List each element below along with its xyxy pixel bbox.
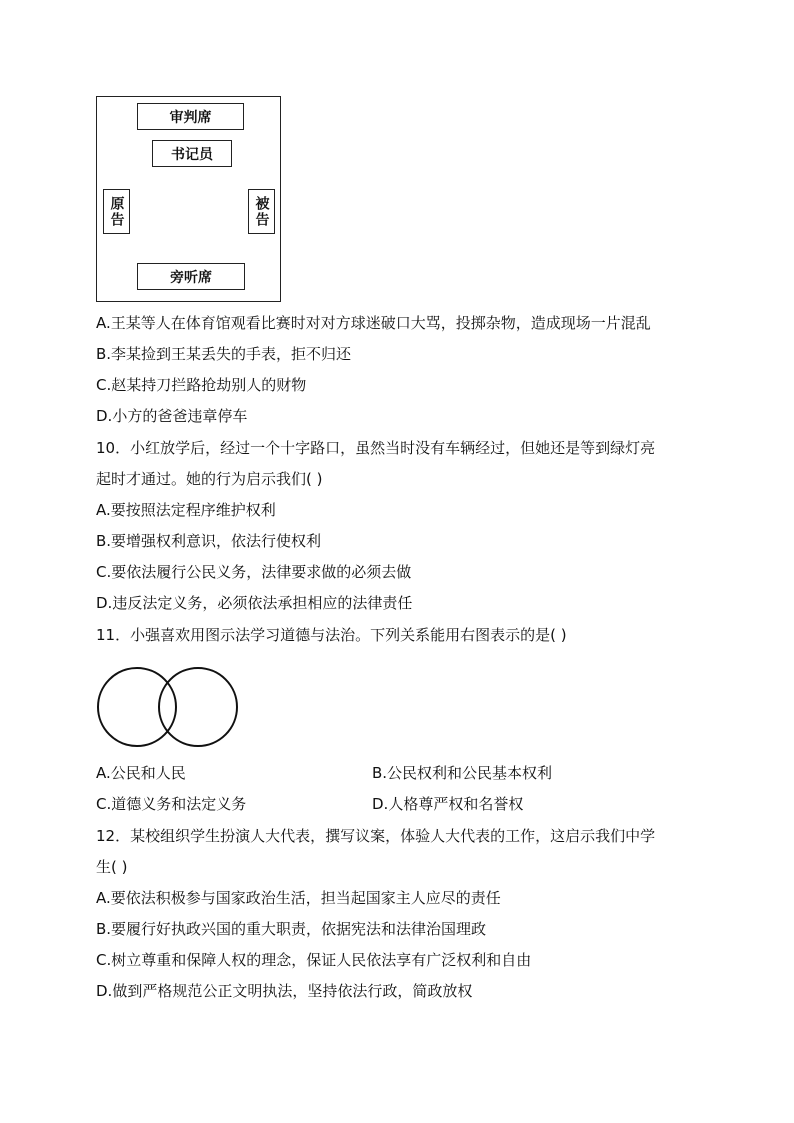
q10-option-b: B.要增强权利意识，依法行使权利 (96, 532, 322, 550)
q11-stem: 11．小强喜欢用图示法学习道德与法治。下列关系能用右图表示的是( ) (96, 626, 567, 644)
q11-option-d: D.人格尊严权和名誉权 (372, 795, 524, 813)
q10-option-c: C.要依法履行公民义务，法律要求做的必须去做 (96, 563, 412, 581)
venn-circle-left (98, 668, 176, 746)
venn-circle-right (159, 668, 237, 746)
q9-option-a: A.王某等人在体育馆观看比赛时对对方球迷破口大骂，投掷杂物，造成现场一片混乱 (96, 314, 651, 332)
q9-option-c: C.赵某持刀拦路抢劫别人的财物 (96, 376, 307, 394)
clerk-seat-box: 书记员 (152, 140, 232, 167)
q9-option-d: D.小方的爸爸违章停车 (96, 407, 248, 425)
q12-stem-line2: 生( ) (96, 858, 128, 876)
q10-option-a: A.要按照法定程序维护权利 (96, 501, 276, 519)
gallery-seat-box: 旁听席 (137, 263, 245, 290)
q10-stem-line1: 10．小红放学后，经过一个十字路口，虽然当时没有车辆经过，但她还是等到绿灯亮 (96, 439, 656, 457)
q12-option-c: C.树立尊重和保障人权的理念，保证人民依法享有广泛权利和自由 (96, 951, 532, 969)
q11-option-c: C.道德义务和法定义务 (96, 795, 247, 813)
judge-seat-box: 审判席 (137, 103, 244, 130)
q12-option-b: B.要履行好执政兴国的重大职责，依据宪法和法律治国理政 (96, 920, 487, 938)
q10-option-d: D.违反法定义务，必须依法承担相应的法律责任 (96, 594, 413, 612)
q12-stem-line1: 12．某校组织学生扮演人大代表，撰写议案，体验人大代表的工作，这启示我们中学 (96, 827, 656, 845)
defendant-seat-box: 被告 (248, 189, 275, 234)
q12-option-a: A.要依法积极参与国家政治生活，担当起国家主人应尽的责任 (96, 889, 501, 907)
plaintiff-seat-box: 原告 (103, 189, 130, 234)
q12-option-d: D.做到严格规范公正文明执法，坚持依法行政，简政放权 (96, 982, 473, 1000)
q10-stem-line2: 起时才通过。她的行为启示我们( ) (96, 470, 323, 488)
courtroom-diagram (96, 96, 281, 302)
venn-diagram (96, 666, 242, 748)
q9-option-b: B.李某捡到王某丢失的手表，拒不归还 (96, 345, 352, 363)
q11-option-a: A.公民和人民 (96, 764, 186, 782)
q11-option-b: B.公民权利和公民基本权利 (372, 764, 553, 782)
